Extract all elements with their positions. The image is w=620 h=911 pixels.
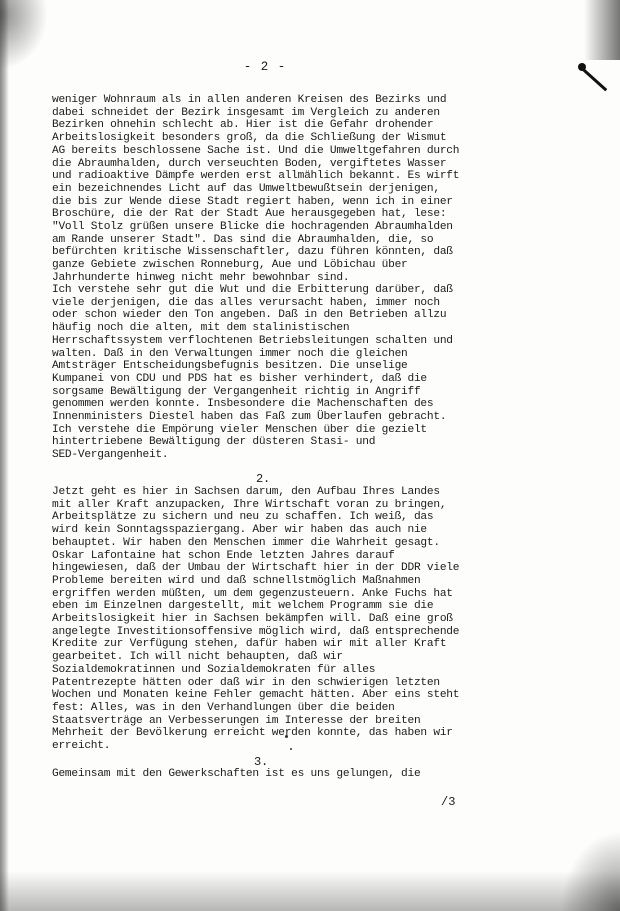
pen-mark-stroke bbox=[580, 66, 607, 91]
continuation-reference: /3 bbox=[441, 795, 456, 809]
scan-shadow-bottom bbox=[0, 871, 620, 911]
paragraph-3: Jetzt geht es hier in Sachsen darum, den Aufbau Ihres Landes mit aller Kraft anzupacken, Ihre Wirtschaft voran zu bringen, Arbeitsplätze zu sichern und neu zu schaffen. Ich weiß, das wird kein Sonntagsspaziergang. Aber wir haben das auch nie behauptet. Wir haben den Menschen immer die Wahrheit gesagt. Oskar Lafontaine hat schon Ende letzten Jahres darauf hingewiesen, daß der Umbau der Wirtschaft hier in der DDR viele Probleme bereiten wird und daß schnellstmöglich Maßnahmen ergriffen werden müßten, um dem gegenzusteuern. Anke Fuchs hat eben im Einzelnen dargestellt, mit welchem Programm sie die Arbeitslosigkeit hier in Sachsen bekämpfen will. Daß eine groß angelegte Investitionsoffensive möglich wird, daß entsprechende Kredite zur Verfügung stehen, dafür haben wir mit aller Kraft gearbeitet. Ich will nicht behaupten, daß wir Sozialdemokratinnen und Sozialdemokraten für alles Patentrezepte hätten oder daß wir in den schwierigen letzten Wochen und Monaten keine Fehler gemacht hätten. Aber eins steht fest: Alles, was in den Verhandlungen über die beiden Staatsverträge an Verbesserungen im Interesse der breiten Mehrheit der Bevölkerung erreicht werden konnte, das haben wir erreicht. bbox=[52, 486, 460, 753]
paragraph-4: Gemeinsam mit den Gewerkschaften ist es uns gelungen, die bbox=[52, 768, 421, 780]
page-number: - 2 - bbox=[243, 60, 287, 74]
section-number-2: 2. bbox=[256, 472, 270, 486]
scan-shadow-top-right bbox=[584, 0, 620, 60]
paragraph-1: weniger Wohnraum als in allen anderen Kreisen des Bezirks und dabei schneidet der Bezirk insgesamt im Vergleich zu anderen Bezirken ohnehin schlecht ab. Hier ist die Gefahr drohender Arbeitslosigkeit besonders groß, da die Schließung der Wismut AG bereits beschlossene Sache ist. Und die Umweltgefahren durch die Abraumhalden, durch verseuchten Boden, vergiftetes Wasser und radioaktive Dämpfe werden erst allmählich bekannt. Es wirft ein bezeichnendes Licht auf das Umweltbewußtsein derjenigen, die bis zur Wende diese Stadt regiert haben, wenn ich in einer Broschüre, die der Rat der Stadt Aue herausgegeben hat, lese: "Voll Stolz grüßen unsere Blicke die hochragenden Abraumhalden am Rande unserer Stadt". Das sind die Abraumhalden, die, so befürchten kritische Wissenschaftler, dazu führen könnten, daß ganze Gebiete zwischen Ronneburg, Aue und Löbichau über Jahrhunderte hinweg nicht mehr bewohnbar sind. bbox=[52, 94, 460, 284]
scan-edge-left bbox=[0, 0, 9, 911]
paragraph-2: Ich verstehe sehr gut die Wut und die Erbitterung darüber, daß viele derjenigen, die das alles verursacht haben, immer noch oder schon wieder den Ton angeben. Daß in den Betrieben allzu häufig noch die alten, mit dem stalinistischen Herrschaftssystem verflochtenen Betriebsleitungen schalten und walten. Daß in den Verwaltungen immer noch die gleichen Amtsträger Entscheidungsbefugnis besitzen. Die unselige Kumpanei von CDU und PDS hat es bisher verhindert, daß die sorgsame Bewältigung der Vergangenheit richtig in Angriff genommen werden konnte. Insbesondere die Machenschaften des Innenministers Diestel haben das Faß zum Überlaufen gebracht. Ich verstehe die Empörung vieler Menschen über die gezielt hintertriebene Bewältigung der düsteren Stasi- und SED-Vergangenheit. bbox=[52, 284, 453, 462]
section-number-3: 3. bbox=[254, 755, 268, 769]
scan-shadow-bottom-right bbox=[560, 831, 620, 911]
